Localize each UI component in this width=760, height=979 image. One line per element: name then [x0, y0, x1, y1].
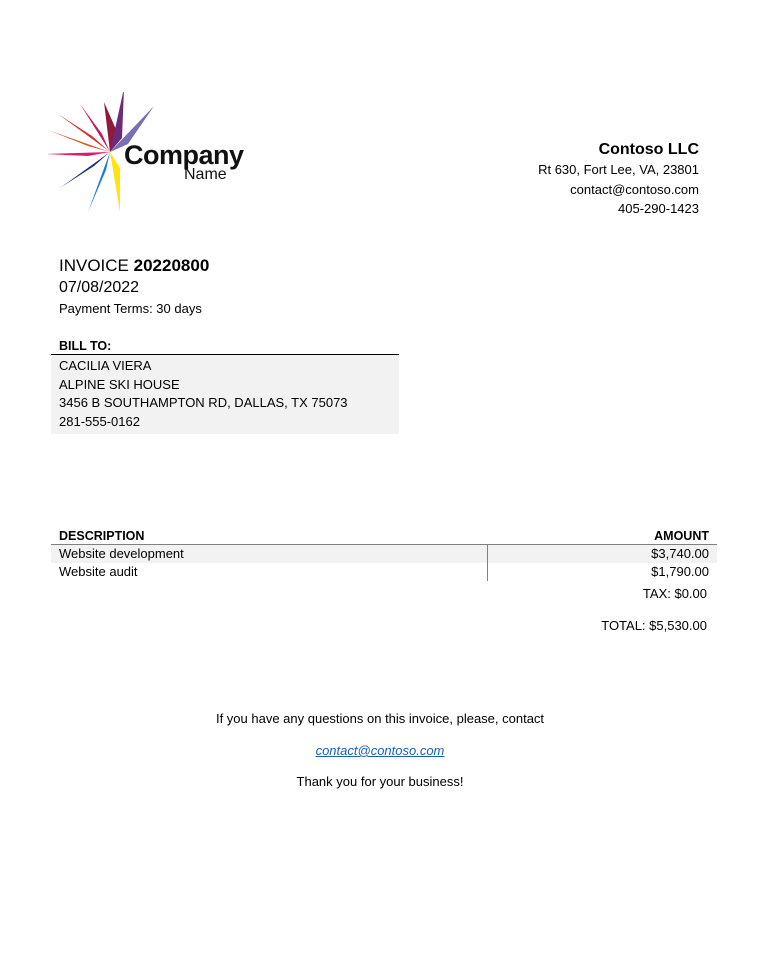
invoice-title: [59, 255, 209, 277]
company-logo: [48, 92, 248, 216]
total-line: TOTAL: $5,530.00: [601, 618, 707, 633]
footer-thanks: Thank you for your business!: [296, 774, 464, 789]
table-row: [51, 563, 717, 581]
logo-subtitle: Name: [184, 166, 227, 183]
item-description: Website development: [51, 545, 488, 563]
item-amount: $1,790.00: [651, 564, 709, 579]
logo-wordmark: Company: [124, 140, 244, 170]
bill-to-address: 3456 B SOUTHAMPTON RD, DALLAS, TX 75073: [59, 395, 348, 411]
bill-to-company: ALPINE SKI HOUSE: [59, 376, 180, 392]
footer-question: If you have any questions on this invoice, please, contact: [215, 711, 545, 726]
items-header-row: [51, 528, 717, 545]
invoice-date: 07/08/2022: [59, 279, 140, 296]
payment-terms: Payment Terms: 30 days: [59, 301, 202, 316]
invoice-label: INVOICE: [59, 256, 129, 275]
company-name: Contoso LLC: [598, 141, 699, 158]
bill-to-name: CACILIA VIERA: [59, 358, 152, 373]
bill-to-phone: 281-555-0162: [59, 414, 140, 430]
company-info: [439, 140, 699, 219]
invoice-header: [59, 255, 209, 319]
item-description: Website audit: [51, 563, 488, 581]
amount-header: AMOUNT: [654, 529, 709, 543]
item-amount: $3,740.00: [651, 546, 709, 561]
footer-email-link[interactable]: contact@contoso.com: [315, 743, 445, 758]
table-row: [51, 545, 717, 563]
invoice-footer: [0, 710, 760, 791]
tax-line: TAX: $0.00: [642, 586, 707, 601]
bill-to-label: BILL TO:: [51, 338, 399, 355]
company-address: Rt 630, Fort Lee, VA, 23801: [538, 162, 699, 177]
invoice-number: 20220800: [133, 256, 210, 275]
items-table: [51, 528, 717, 581]
description-header: DESCRIPTION: [59, 529, 145, 543]
company-phone: 405-290-1423: [618, 201, 699, 216]
bill-to-section: [51, 338, 399, 434]
company-email: contact@contoso.com: [570, 181, 699, 197]
bill-to-box: [51, 355, 399, 434]
